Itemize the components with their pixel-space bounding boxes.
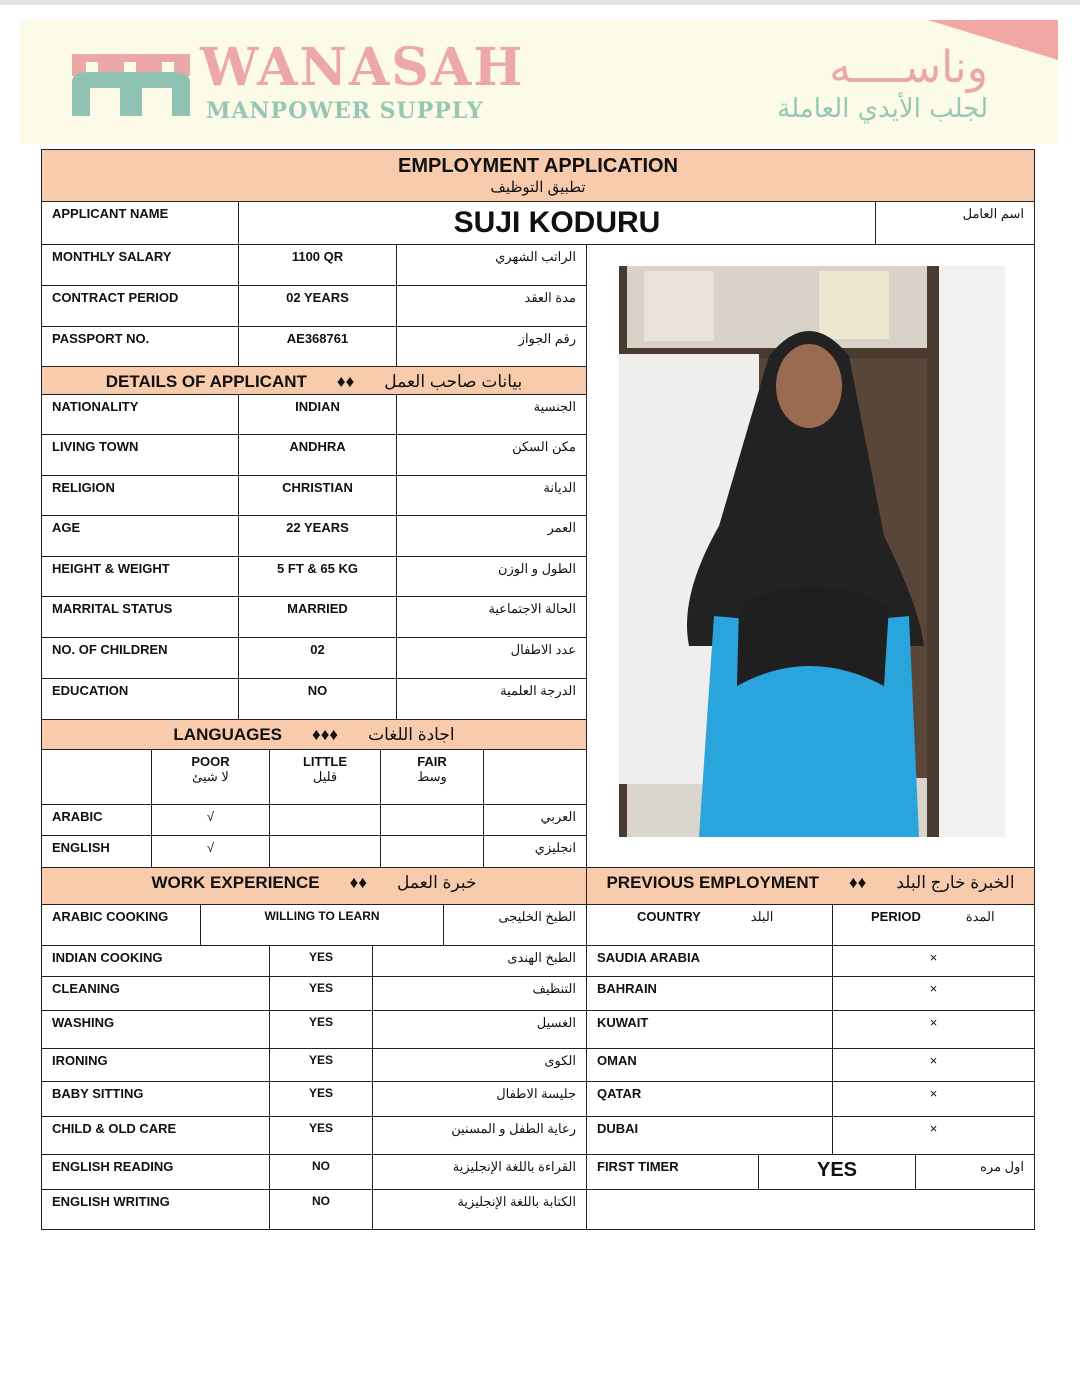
language-little <box>269 835 381 868</box>
country-name: KUWAIT <box>586 1010 833 1049</box>
work-skill-value: YES <box>269 945 373 977</box>
period-column-header <box>832 904 1035 946</box>
country-column-header <box>586 904 833 946</box>
row-value: AE368761 <box>238 326 397 367</box>
row-label-ar: العمر <box>396 515 587 557</box>
row-label-ar: عدد الاطفال <box>396 637 587 679</box>
row-label: LIVING TOWN <box>41 434 239 476</box>
row-value: ANDHRA <box>238 434 397 476</box>
level-ar: لا شيئ <box>192 769 229 784</box>
row-value: CHRISTIAN <box>238 475 397 516</box>
row-label: MARRITAL STATUS <box>41 596 239 638</box>
details_header-ar: بيانات صاحب العمل <box>384 372 523 391</box>
work-skill-value: YES <box>269 976 373 1011</box>
work-skill-value: YES <box>269 1081 373 1117</box>
lang-level-little <box>269 749 381 805</box>
row-label: RELIGION <box>41 475 239 516</box>
row-value: 1100 QR <box>238 244 397 286</box>
applicant-photo <box>619 266 1005 837</box>
work-experience-header <box>41 867 587 905</box>
country-period: × <box>832 1081 1035 1117</box>
details_header-en: DETAILS OF APPLICANT <box>105 372 307 391</box>
row-label: AGE <box>41 515 239 557</box>
row-label: NATIONALITY <box>41 394 239 435</box>
country-period: × <box>832 976 1035 1011</box>
row-value: 02 YEARS <box>238 285 397 327</box>
prev_header-ar: الخبرة خارج البلد <box>896 873 1015 892</box>
work-skill-label: ENGLISH WRITING <box>41 1189 270 1230</box>
row-label: HEIGHT & WEIGHT <box>41 556 239 597</box>
applicant-name-value: SUJI KODURU <box>238 201 876 245</box>
arabic-cooking-label-ar: الطبخ الخليجى <box>443 904 587 946</box>
level-en: LITTLE <box>302 754 348 769</box>
row-label: NO. OF CHILDREN <box>41 637 239 679</box>
lang-level-fair <box>380 749 484 805</box>
logo-brand-arabic: وناســــه <box>829 42 988 93</box>
work_header-en: WORK EXPERIENCE <box>151 873 320 892</box>
level-ar: وسط <box>417 769 447 784</box>
country-period: × <box>832 1116 1035 1155</box>
languages_header-en: LANGUAGES <box>173 725 283 744</box>
language-label: ARABIC <box>41 804 152 836</box>
row-label-ar: الطول و الوزن <box>396 556 587 597</box>
work-skill-value: YES <box>269 1116 373 1155</box>
country-name: SAUDIA ARABIA <box>586 945 833 977</box>
row-value: INDIAN <box>238 394 397 435</box>
work-skill-label: WASHING <box>41 1010 270 1049</box>
title-en: EMPLOYMENT APPLICATION <box>398 155 678 177</box>
country-name: BAHRAIN <box>586 976 833 1011</box>
work-skill-label-ar: الكتابة باللغة الإنجليزية <box>372 1189 587 1230</box>
work-skill-label: INDIAN COOKING <box>41 945 270 977</box>
country-period: × <box>832 945 1035 977</box>
arabic-cooking-value: WILLING TO LEARN <box>200 904 444 946</box>
work-skill-label-ar: الطبخ الهندى <box>372 945 587 977</box>
row-label: EDUCATION <box>41 678 239 720</box>
row-value: 02 <box>238 637 397 679</box>
work-skill-label-ar: القراءة باللغة الإنجليزية <box>372 1154 587 1190</box>
title-header <box>41 149 1035 202</box>
details-header <box>41 366 587 395</box>
country-period: × <box>832 1010 1035 1049</box>
row-label: PASSPORT NO. <box>41 326 239 367</box>
work-skill-value: YES <box>269 1010 373 1049</box>
country-name: OMAN <box>586 1048 833 1082</box>
row-label-ar: الدرجة العلمية <box>396 678 587 720</box>
country-header: COUNTRY <box>637 909 701 924</box>
row-value: MARRIED <box>238 596 397 638</box>
work-skill-value: YES <box>269 1048 373 1082</box>
row-label-ar: رقم الجواز <box>396 326 587 367</box>
work-skill-label: BABY SITTING <box>41 1081 270 1117</box>
company-logo-banner <box>20 20 1058 144</box>
first-timer-value: YES <box>758 1154 916 1190</box>
row-label: MONTHLY SALARY <box>41 244 239 286</box>
lang-header-blank-ar <box>483 749 587 805</box>
row-label-ar: الجنسية <box>396 394 587 435</box>
work_header-ar: خبرة العمل <box>397 873 477 892</box>
period-header-ar: المدة <box>965 909 995 924</box>
row-label: CONTRACT PERIOD <box>41 285 239 327</box>
work-skill-label-ar: رعاية الطفل و المسنين <box>372 1116 587 1155</box>
language-fair <box>380 835 484 868</box>
title-ar: تطبيق التوظيف <box>490 179 586 196</box>
work-skill-label: CHILD & OLD CARE <box>41 1116 270 1155</box>
work-skill-label: CLEANING <box>41 976 270 1011</box>
work-skill-label: ENGLISH READING <box>41 1154 270 1190</box>
row-label-ar: الديانة <box>396 475 587 516</box>
diamond-icon: ♦♦ <box>349 873 368 892</box>
languages-header <box>41 719 587 750</box>
work-skill-value: NO <box>269 1154 373 1190</box>
lang-header-blank <box>41 749 152 805</box>
lang-level-poor <box>151 749 270 805</box>
first-timer-label: FIRST TIMER <box>586 1154 759 1190</box>
diamond-icon: ♦♦ <box>848 873 867 892</box>
country-name: DUBAI <box>586 1116 833 1155</box>
applicant-name-label: APPLICANT NAME <box>41 201 239 245</box>
arabic-cooking-label: ARABIC COOKING <box>41 904 201 946</box>
logo-subtitle-arabic: لجلب الأيدي العاملة <box>777 94 988 124</box>
level-ar: قليل <box>312 769 338 784</box>
row-label-ar: مكن السكن <box>396 434 587 476</box>
row-value: NO <box>238 678 397 720</box>
first-timer-label-ar: اول مره <box>915 1154 1035 1190</box>
language-fair <box>380 804 484 836</box>
empty-cell <box>586 1189 1035 1230</box>
language-little <box>269 804 381 836</box>
period-header: PERIOD <box>871 909 921 924</box>
language-poor-check: √ <box>151 804 270 836</box>
languages_header-ar: اجادة اللغات <box>368 725 455 744</box>
work-skill-label-ar: الكوى <box>372 1048 587 1082</box>
level-en: FAIR <box>417 754 447 769</box>
previous-employment-header <box>586 867 1035 905</box>
work-skill-label-ar: جليسة الاطفال <box>372 1081 587 1117</box>
level-en: POOR <box>191 754 230 769</box>
diamond-icon: ♦♦♦ <box>312 725 339 744</box>
logo-subtitle: MANPOWER SUPPLY <box>206 98 484 124</box>
row-value: 22 YEARS <box>238 515 397 557</box>
row-label-ar: الراتب الشهري <box>396 244 587 286</box>
row-value: 5 FT & 65 KG <box>238 556 397 597</box>
work-skill-label-ar: الغسيل <box>372 1010 587 1049</box>
language-poor-check: √ <box>151 835 270 868</box>
applicant-name-label-ar: اسم العامل <box>875 201 1035 245</box>
row-label-ar: الحالة الاجتماعية <box>396 596 587 638</box>
prev_header-en: PREVIOUS EMPLOYMENT <box>606 873 819 892</box>
work-skill-label: IRONING <box>41 1048 270 1082</box>
country-period: × <box>832 1048 1035 1082</box>
logo-brand: WANASAH <box>200 37 525 98</box>
language-label-ar: العربي <box>483 804 587 836</box>
language-label: ENGLISH <box>41 835 152 868</box>
diamond-icon: ♦♦ <box>336 372 355 391</box>
logo-mark-icon <box>72 54 190 116</box>
row-label-ar: مدة العقد <box>396 285 587 327</box>
country-header-ar: البلد <box>750 909 774 924</box>
country-name: QATAR <box>586 1081 833 1117</box>
language-label-ar: انجليزي <box>483 835 587 868</box>
work-skill-label-ar: التنظيف <box>372 976 587 1011</box>
work-skill-value: NO <box>269 1189 373 1230</box>
